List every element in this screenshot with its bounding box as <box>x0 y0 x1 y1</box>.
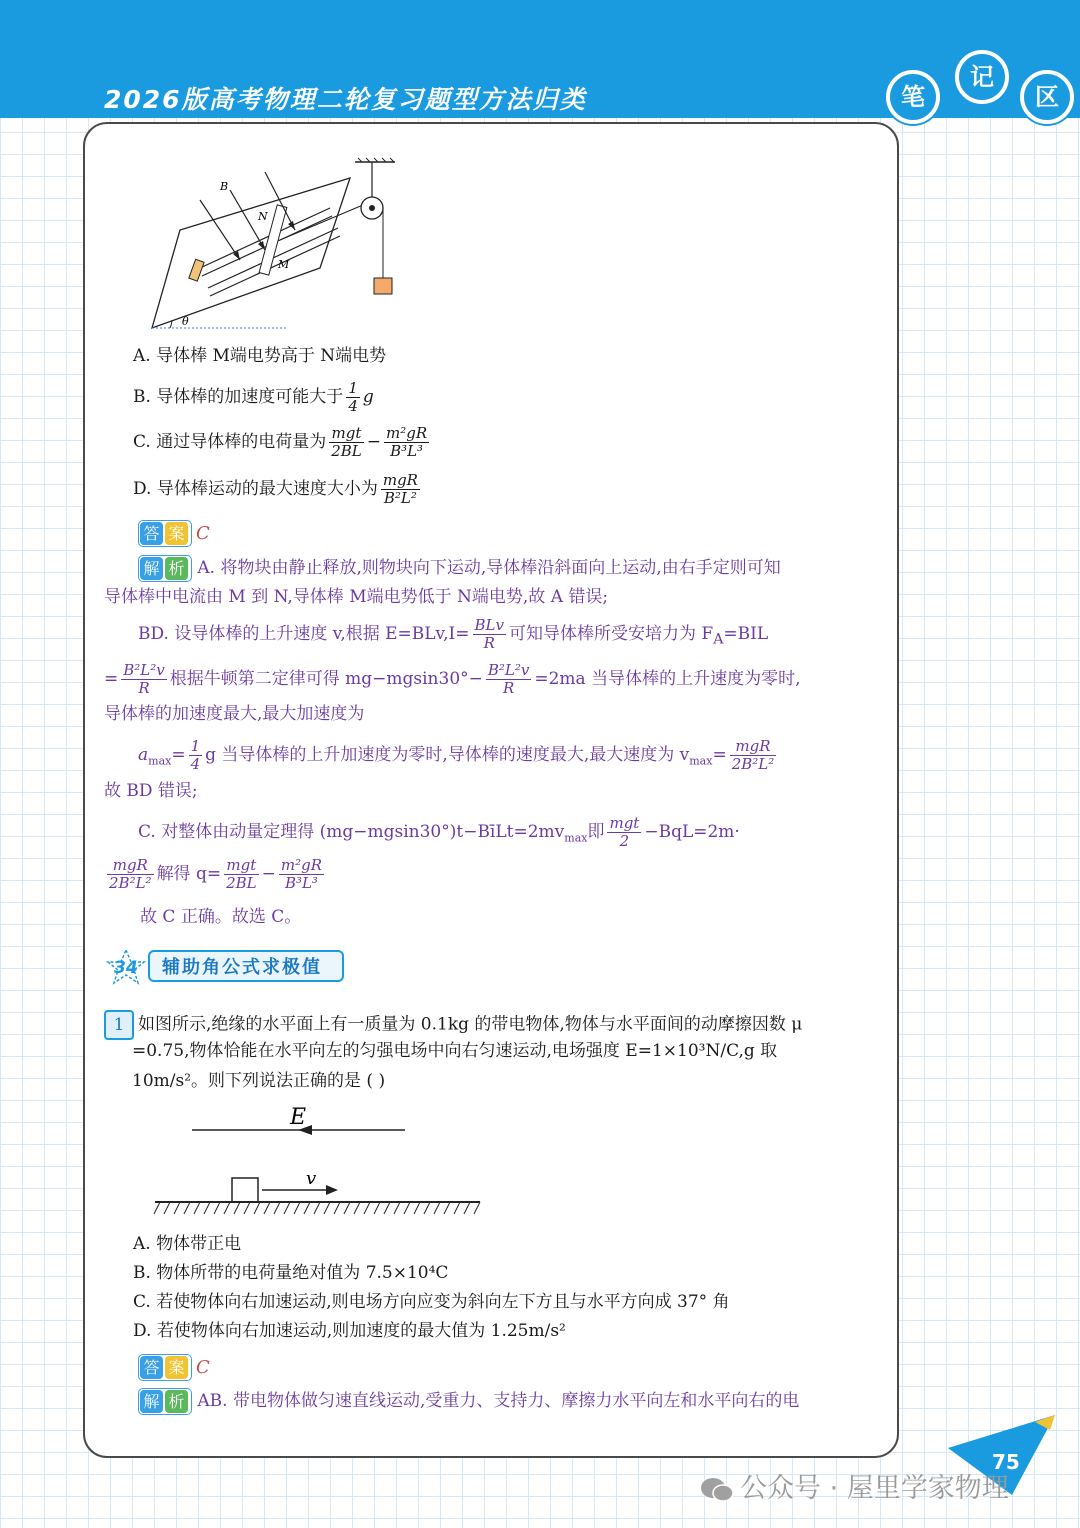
prev-option-b <box>133 380 374 415</box>
badge-da: 答 <box>140 1356 163 1379</box>
analysis-text: =BIL <box>723 624 769 644</box>
fraction <box>121 662 166 697</box>
frac-den: B³L³ <box>390 442 424 460</box>
prev-analysis-line-2: 导体棒中电流由 M 到 N,导体棒 M端电势低于 N端电势,故 A 错误; <box>104 587 609 607</box>
wechat-icon <box>700 1476 734 1504</box>
analysis-badge <box>138 555 192 582</box>
badge-jie: 解 <box>140 557 163 580</box>
label-theta: θ <box>182 315 189 328</box>
analysis-text: − <box>261 864 276 884</box>
analysis-text: g 当导体棒的上升加速度为零时,导体棒的速度最大,最大速度为 v <box>205 745 690 765</box>
minus-sign: − <box>366 432 381 452</box>
question-number: 1 <box>104 1010 134 1040</box>
analysis-text: 解得 q= <box>156 864 222 884</box>
prev-analysis-line-9 <box>104 857 327 892</box>
fraction <box>486 662 531 697</box>
prev-analysis-line-7: 故 BD 错误; <box>104 781 198 801</box>
fraction <box>384 425 429 460</box>
subscript: A <box>713 631 724 648</box>
badge-da: 答 <box>140 522 163 545</box>
prev-option-b-text: B. 导体棒的加速度可能大于 <box>133 387 344 407</box>
prev-option-c <box>133 425 432 460</box>
frac-den: 2BL <box>331 442 362 460</box>
note-circle-3: 区 <box>1020 70 1074 124</box>
frac-den: 2BL <box>226 874 257 892</box>
analysis-text: = <box>171 745 186 765</box>
subscript: max <box>689 754 713 768</box>
badge-xi: 析 <box>165 557 188 580</box>
fraction <box>730 738 777 773</box>
badge-jie: 解 <box>140 1390 163 1413</box>
prev-option-b-tail: g <box>362 387 374 407</box>
note-circle-2: 记 <box>955 50 1009 104</box>
prev-analysis-line-6 <box>138 738 779 773</box>
fraction <box>346 380 360 415</box>
block-field-figure <box>150 1100 490 1220</box>
section-title: 辅助角公式求极值 <box>148 950 344 982</box>
header-title: 2026版高考物理二轮复习题型方法归类 <box>104 85 587 114</box>
note-circle-1: 笔 <box>886 70 940 124</box>
prev-analysis-line-8 <box>138 815 740 850</box>
analysis-text: a <box>138 745 149 765</box>
frac-num: m²gR <box>386 424 428 442</box>
watermark <box>700 1466 1009 1505</box>
answer-row <box>138 1354 210 1381</box>
fraction <box>381 472 420 507</box>
watermark-text: 公众号 · 屋里学家物理 <box>740 1473 1009 1504</box>
frac-den: 2B²L² <box>731 755 775 773</box>
question-line-1 <box>104 1010 802 1040</box>
answer-letter: C <box>196 522 210 544</box>
option-d: D. 若使物体向右加速运动,则加速度的最大值为 1.25m/s² <box>133 1321 566 1341</box>
fraction <box>329 425 364 460</box>
frac-den: B²L² <box>383 489 417 507</box>
prev-option-d <box>133 472 423 507</box>
frac-num: mgt <box>224 857 259 875</box>
question-line-3: 10m/s²。则下列说法正确的是 ( ) <box>132 1071 386 1091</box>
frac-num: mgR <box>382 471 418 489</box>
answer-badge <box>138 520 192 547</box>
prev-analysis-line-5: 导体棒的加速度最大,最大加速度为 <box>104 704 365 724</box>
label-B: B <box>220 180 229 193</box>
page-number: 75 <box>992 1450 1020 1474</box>
subscript: max <box>564 831 588 845</box>
incline-rail-figure <box>140 150 420 340</box>
question-text: 如图所示,绝缘的水平面上有一质量为 0.1kg 的带电物体,物体与水平面间的动摩擦因数 μ <box>138 1014 803 1035</box>
analysis-badge <box>138 1388 192 1415</box>
analysis-text: =2ma 当导体棒的上升速度为零时, <box>534 669 801 689</box>
frac-den: 2B²L² <box>109 874 152 892</box>
badge-xi: 析 <box>165 1390 188 1413</box>
prev-option-d-text: D. 导体棒运动的最大速度大小为 <box>133 479 378 499</box>
prev-option-a: A. 导体棒 M端电势高于 N端电势 <box>133 346 387 366</box>
analysis-text: = <box>712 745 727 765</box>
answer-letter: C <box>196 1356 210 1378</box>
subscript: max <box>148 754 172 768</box>
prev-analysis-line-1 <box>138 555 781 582</box>
option-a: A. 物体带正电 <box>133 1234 242 1254</box>
prev-answer-row <box>138 520 210 547</box>
prev-option-c-text: C. 通过导体棒的电荷量为 <box>133 432 327 452</box>
badge-an: 案 <box>165 522 188 545</box>
frac-den: R <box>502 679 515 697</box>
analysis-text: C. 对整体由动量定理得 (mg−mgsin30°)t−BīLt=2mv <box>138 822 565 842</box>
option-c: C. 若使物体向右加速运动,则电场方向应变为斜向左下方且与水平方向成 37° 角 <box>133 1292 730 1312</box>
fraction <box>279 857 324 892</box>
frac-num: mgR <box>730 738 777 756</box>
label-N: N <box>258 210 268 223</box>
frac-num: B²L²v <box>487 661 530 679</box>
frac-num: BLv <box>474 616 504 634</box>
fraction <box>473 617 506 652</box>
analysis-line-1 <box>138 1388 799 1415</box>
frac-den: R <box>138 679 150 697</box>
frac-den: 4 <box>190 755 201 773</box>
fraction <box>107 857 154 892</box>
frac-den: R <box>483 634 495 652</box>
analysis-text: = <box>104 669 119 689</box>
frac-num: m²gR <box>280 856 323 874</box>
label-M: M <box>278 258 290 271</box>
analysis-text: 可知导体棒所受安培力为 F <box>508 624 714 644</box>
analysis-text: BD. 设导体棒的上升速度 v,根据 E=BLv,I= <box>138 624 470 644</box>
prev-analysis-line-4 <box>104 662 800 697</box>
prev-analysis-line-3 <box>138 617 768 652</box>
frac-den: B³L³ <box>284 874 318 892</box>
fraction <box>189 738 203 773</box>
answer-badge <box>138 1354 192 1381</box>
analysis-text: 即 <box>587 822 605 842</box>
frac-num: B²L²v <box>123 661 165 679</box>
option-b: B. 物体所带的电荷量绝对值为 7.5×10⁴C <box>133 1263 449 1283</box>
frac-num: 1 <box>348 379 358 397</box>
frac-den: 2 <box>619 832 630 850</box>
frac-num: mgt <box>329 425 364 443</box>
section-number: 34 <box>114 958 138 978</box>
frac-num: 1 <box>190 737 201 755</box>
frac-den: 4 <box>348 397 358 415</box>
question-line-2: =0.75,物体恰能在水平向左的匀强电场中向右匀速运动,电场强度 E=1×10³N/C,g 取 <box>132 1041 778 1061</box>
label-v: v <box>306 1168 317 1189</box>
analysis-text: −BqL=2m· <box>644 822 740 842</box>
analysis-text: 根据牛顿第二定律可得 mg−mgsin30°− <box>169 669 483 689</box>
fraction <box>607 815 641 850</box>
prev-analysis-line-10: 故 C 正确。故选 C。 <box>140 907 302 927</box>
badge-an: 案 <box>165 1356 188 1379</box>
analysis-text: A. 将物块由静止释放,则物块向下运动,导体棒沿斜面向上运动,由右手定则可知 <box>197 558 781 578</box>
label-E: E <box>290 1105 307 1130</box>
frac-num: mgR <box>107 857 154 875</box>
fraction <box>224 857 259 892</box>
analysis-text: AB. 带电物体做匀速直线运动,受重力、支持力、摩擦力水平向左和水平向右的电 <box>197 1391 800 1411</box>
frac-num: mgt <box>609 814 640 832</box>
